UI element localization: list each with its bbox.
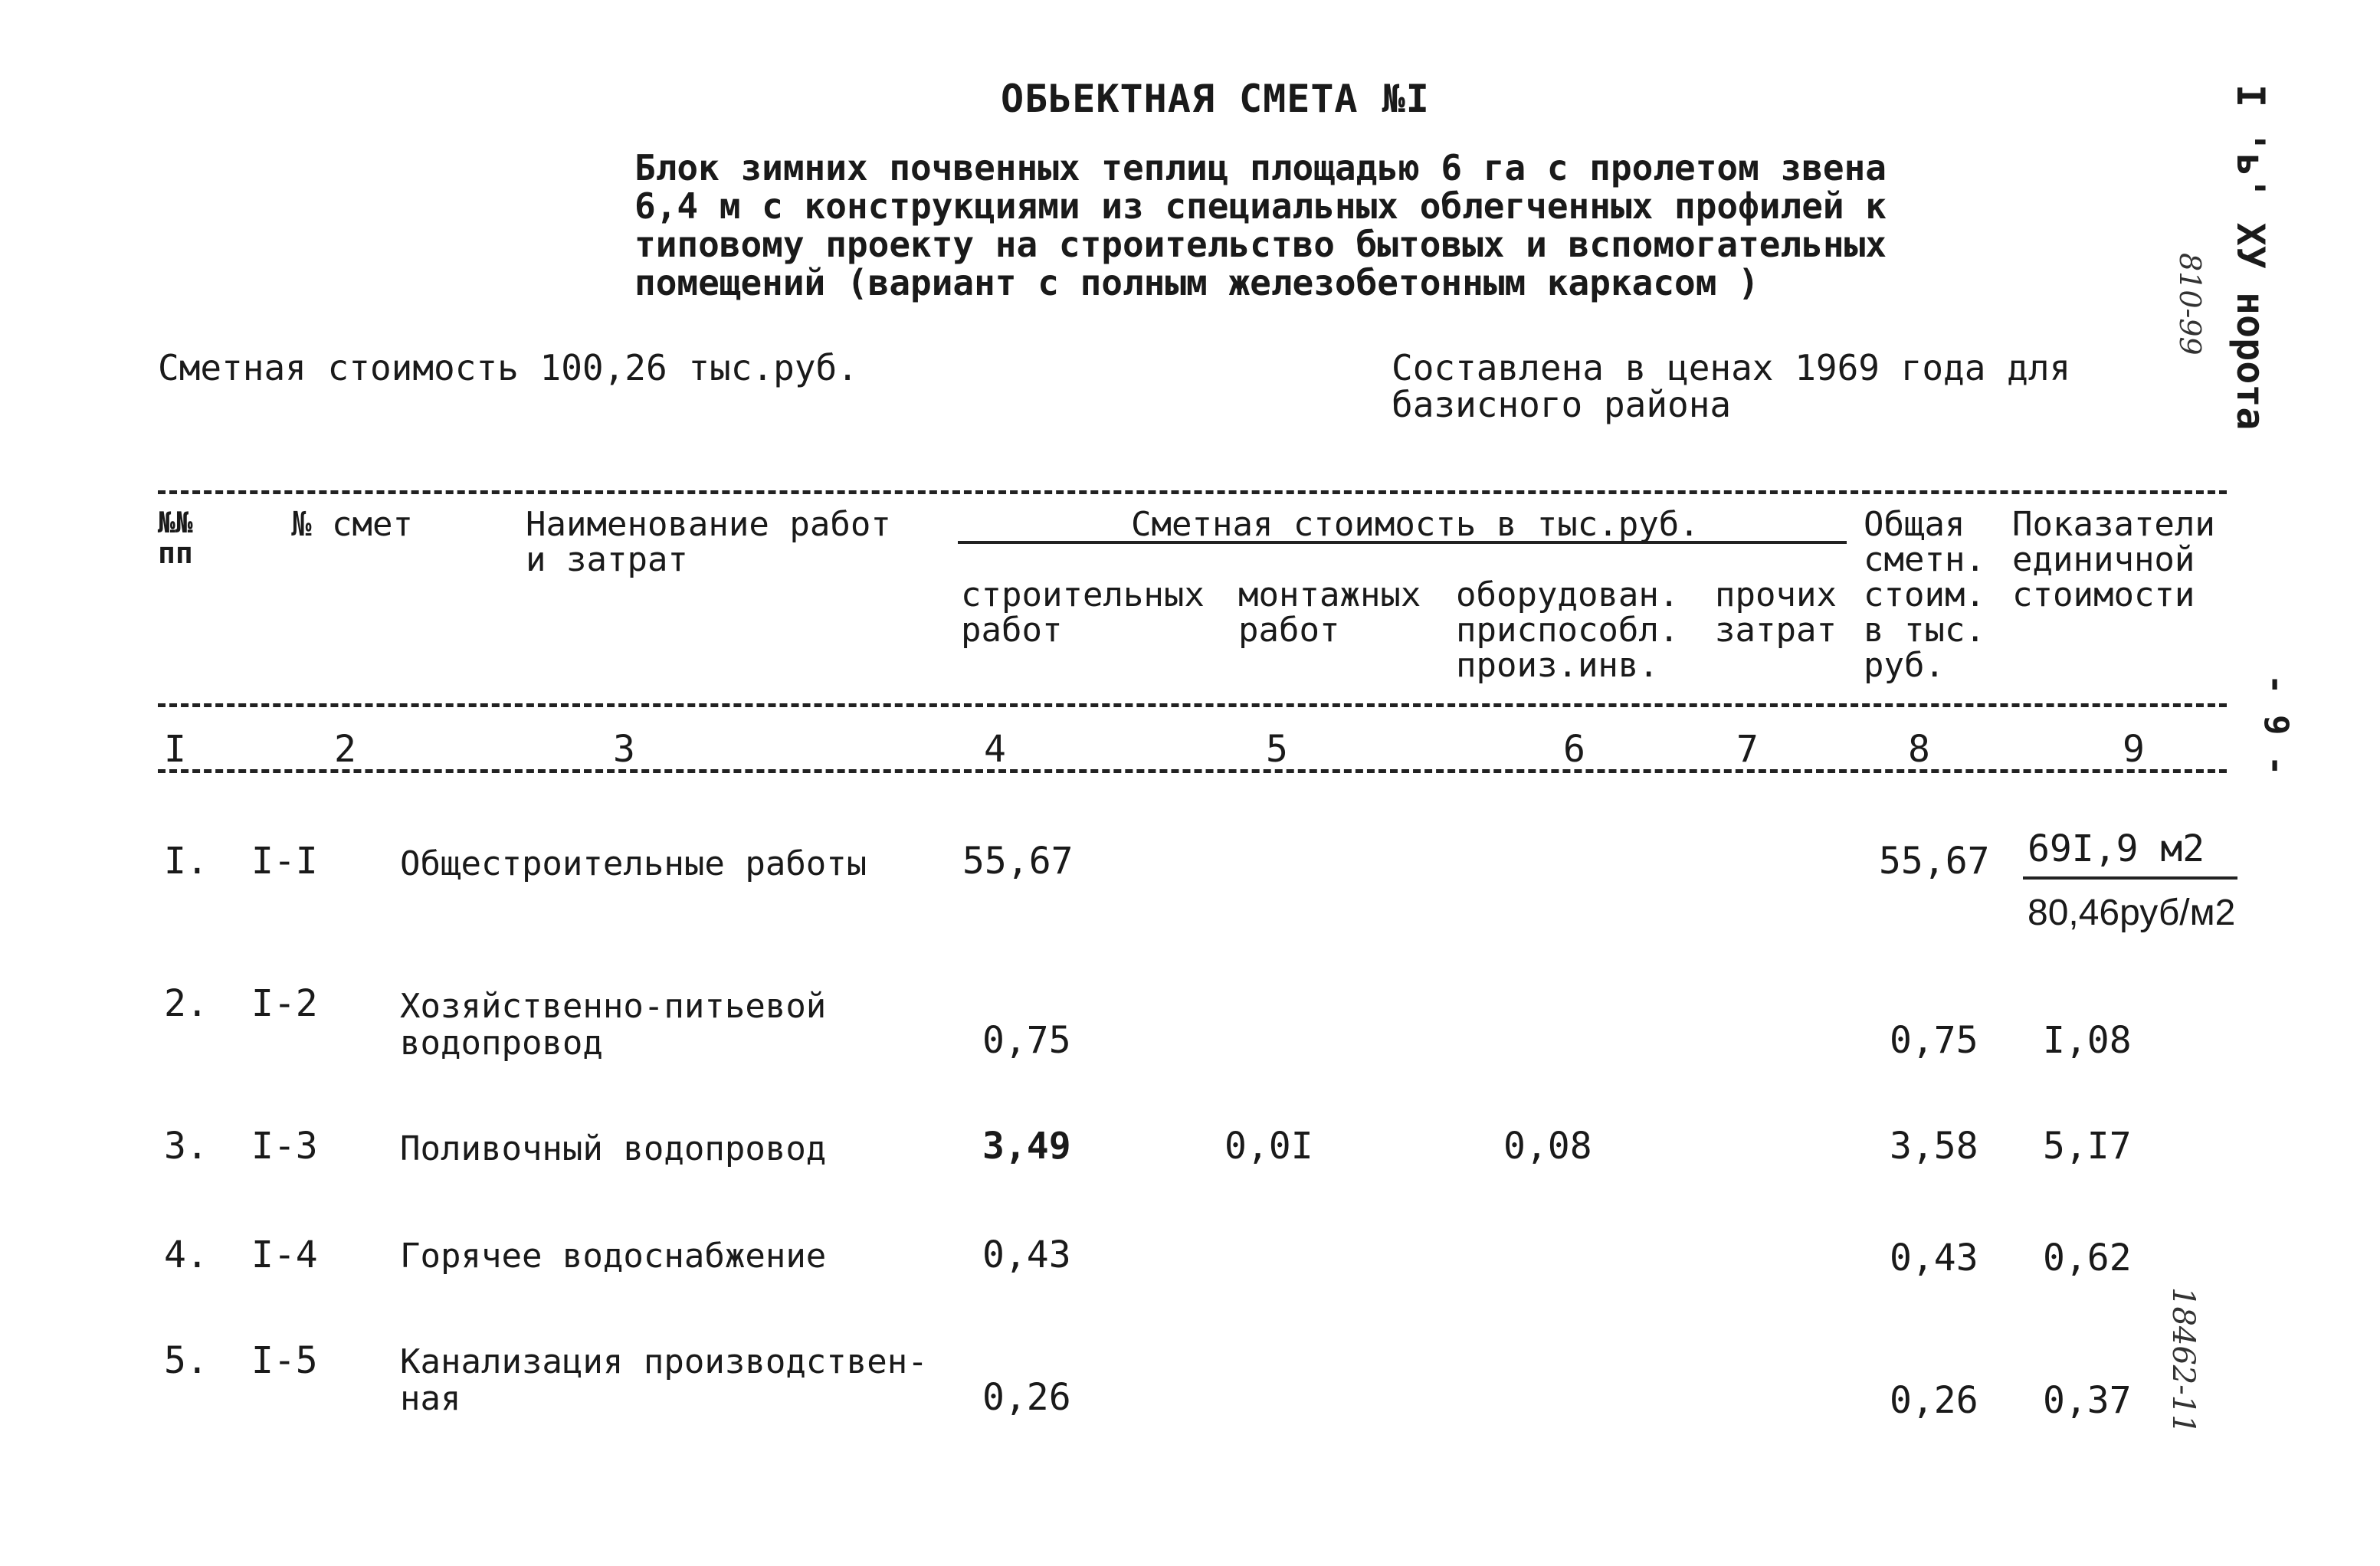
handwritten-note: 18462-11 — [2165, 1287, 2201, 1434]
unit-fraction-bar — [2023, 876, 2237, 880]
side-stamp: I 'ь' ХУ норота — [2228, 84, 2273, 431]
header-other-line1: прочих — [1715, 575, 1837, 614]
header-construction-line2: работ — [961, 611, 1063, 650]
row-equipment-cost: 0,08 — [1503, 1125, 1592, 1168]
header-other-line2: затрат — [1715, 611, 1837, 650]
row-estimate: I-3 — [251, 1125, 318, 1168]
row-number: 4. — [164, 1233, 208, 1276]
row-estimate: I-4 — [251, 1233, 318, 1276]
row-unit-indicator-denominator: 80,46руб/м2 — [2028, 893, 2236, 933]
header-equipment-line1: оборудован. — [1456, 575, 1680, 614]
header-unit-line2: единичной — [2012, 540, 2195, 579]
doc-title: ОБЬЕКТНАЯ СМЕТА №I — [1001, 77, 1430, 121]
row-total-cost: 55,67 — [1879, 840, 1990, 883]
row-name: Общестроительные работы — [400, 844, 867, 883]
estimated-cost: Сметная стоимость 100,26 тыс.руб. — [158, 347, 858, 388]
header-total-line2: сметн. — [1864, 540, 1985, 579]
table-top-rule — [158, 490, 2227, 494]
row-total-cost: 3,58 — [1890, 1125, 1978, 1168]
page-marker: - 9 - — [2257, 674, 2296, 776]
row-unit-indicator: 0,37 — [2043, 1379, 2132, 1422]
row-number: 5. — [164, 1339, 208, 1382]
header-estimate-number: № смет — [291, 505, 413, 544]
row-unit-indicator: I,08 — [2043, 1019, 2132, 1062]
header-construction-line1: строительных — [961, 575, 1205, 614]
row-number: I. — [164, 840, 208, 883]
row-unit-indicator: 69I,9 м2 — [2028, 827, 2205, 870]
row-name: Поливочный водопровод — [400, 1129, 827, 1168]
col-number-7: 7 — [1736, 728, 1759, 771]
header-equipment-line2: приспособл. — [1456, 611, 1680, 650]
col-number-9: 9 — [2123, 728, 2145, 771]
row-total-cost: 0,75 — [1890, 1019, 1978, 1062]
row-construction-cost: 55,67 — [962, 840, 1074, 883]
row-name-line1: Канализация производствен- — [400, 1342, 928, 1381]
row-total-cost: 0,43 — [1890, 1237, 1978, 1279]
row-total-cost: 0,26 — [1890, 1379, 1978, 1422]
prices-note-line2: базисного района — [1392, 384, 1732, 425]
row-construction-cost: 3,49 — [982, 1125, 1071, 1168]
row-number: 3. — [164, 1125, 208, 1168]
col-number-3: 3 — [613, 728, 635, 771]
row-number: 2. — [164, 982, 208, 1025]
row-name-line2: водопровод — [400, 1024, 603, 1063]
header-bottom-rule — [158, 703, 2227, 707]
row-construction-cost: 0,26 — [982, 1376, 1071, 1419]
col-number-4: 4 — [984, 728, 1006, 771]
header-cost-group: Сметная стоимость в тыс.руб. — [1131, 505, 1700, 544]
header-total-line3: стоим. — [1864, 575, 1985, 614]
prices-note-line1: Составлена в ценах 1969 года для — [1392, 347, 2071, 388]
row-name: Горячее водоснабжение — [400, 1237, 827, 1276]
row-estimate: I-5 — [251, 1339, 318, 1382]
col-number-1: I — [164, 728, 186, 771]
header-total-line4: в тыс. — [1864, 611, 1985, 650]
col-number-2: 2 — [334, 728, 356, 771]
header-installation-line1: монтажных — [1238, 575, 1421, 614]
row-name-line1: Хозяйственно-питьевой — [400, 987, 827, 1026]
row-unit-indicator: 5,I7 — [2043, 1125, 2132, 1168]
header-unit-line1: Показатели — [2012, 505, 2215, 544]
row-estimate: I-I — [251, 840, 318, 883]
row-construction-cost: 0,75 — [982, 1019, 1071, 1062]
header-total-line5: руб. — [1864, 646, 1945, 685]
row-construction-cost: 0,43 — [982, 1233, 1071, 1276]
row-installation-cost: 0,0I — [1224, 1125, 1313, 1168]
header-name-line2: и затрат — [526, 540, 688, 579]
header-num: №№ пп — [158, 506, 193, 570]
header-total-line1: Общая — [1864, 505, 1965, 544]
row-estimate: I-2 — [251, 982, 318, 1025]
side-code: 810-99 — [2173, 253, 2207, 355]
header-unit-line3: стоимости — [2012, 575, 2195, 614]
row-name-line2: ная — [400, 1379, 461, 1418]
col-number-8: 8 — [1908, 728, 1930, 771]
doc-subtitle: Блок зимних почвенных теплиц площадью 6 га с пролетом звена 6,4 м с конструкциями из специальных облегченных профилей к типовому проекту на строительство бытовых и вспомогательных помещений (вариант с полным железобетонным каркасом ) — [634, 147, 1887, 303]
header-name-line1: Наименование работ — [526, 505, 891, 544]
row-unit-indicator: 0,62 — [2043, 1237, 2132, 1279]
header-installation-line2: работ — [1238, 611, 1340, 650]
header-equipment-line3: произ.инв. — [1456, 646, 1659, 685]
col-number-6: 6 — [1563, 728, 1585, 771]
col-number-5: 5 — [1266, 728, 1288, 771]
